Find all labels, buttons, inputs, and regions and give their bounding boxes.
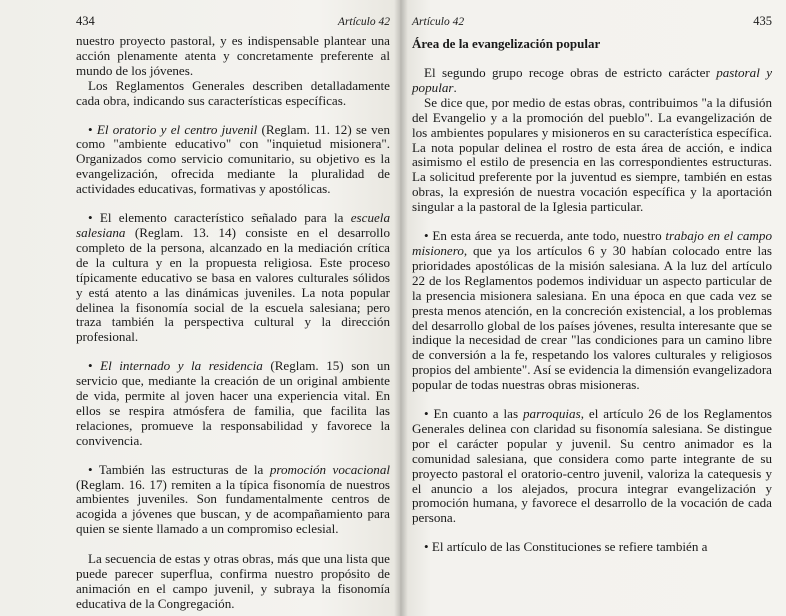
left-paragraph-2: Los Reglamentos Generales describen detalladamente cada obra, indicando sus características específicas.	[76, 77, 390, 108]
right-page-number: 435	[753, 14, 772, 28]
right-running-head	[412, 14, 772, 34]
right-bullet-misionero: • En esta área se recuerda, ante todo, nuestro trabajo en el campo misionero, que ya los artículos 6 y 30 habían colocado entre las prioridades apostólicas de la misión salesiana. A la luz del artículo 22 de los Reglamentos podemos individuar un aspecto particular de la presencia misionera salesiana. En una época en que cada vez se presta menos atención, en la concreción existencial, a los problemas del desarrollo global de los países jóvenes, resulta interesante que se indique la necesidad de crear "las condiciones para un camino libre de conversión a la fe, respetando los valores culturales y religiosos propios del ambiente". Así se evidencia la dimensión evangelizadora popular de todas nuestras obras misioneras.	[412, 228, 772, 393]
right-bullet-constituciones: • El artículo de las Constituciones se refiere también a	[424, 539, 708, 555]
left-running-head	[76, 14, 390, 34]
right-paragraph-1: El segundo grupo recoge obras de estricto carácter pastoral y popular.	[412, 65, 773, 95]
left-bullet-escuela: • El elemento característico señalado para la escuela salesiana (Reglam. 13. 14) consiste en el desarrollo completo de la persona, alcanzado en la mediación crítica de la cultura y en la propuesta religiosa. Este proceso típicamente educativo se basa en valores culturales sólidos y está atento a las dinámicas juveniles. La nota popular delinea la fisonomía social de la escuela salesiana; pero traza también la perspectiva cultural y la dirección profesional.	[76, 210, 390, 345]
right-paragraph-2: Se dice que, por medio de estas obras, contribuimos "a la difusión del Evangelio y a la promoción del pueblo". La evangelización de los ambientes populares y misioneros en su característica específica. La nota popular delinea el rostro de esta área de acción, e indica asimismo el estilo de presencia en las correspondientes estructuras. La solicitud preferente por la juventud es siempre, también en estas obras, la expresión de nuestra vocación específica y la aportación singular a la pastoral de la Iglesia particular.	[412, 94, 772, 215]
right-page	[400, 0, 786, 616]
right-running-title: Artículo 42	[412, 16, 465, 28]
left-paragraph-final: La secuencia de estas y otras obras, más que una lista que puede parecer superflua, confirma nuestro propósito de animación en el campo juvenil, y subraya la fisonomía educativa de la Congregación.	[76, 551, 390, 611]
left-bullet-oratorio: • El oratorio y el centro juvenil (Reglam. 11. 12) se ven como "ambiente educativo" con "inquietud misionera". Organizados como servicio comunitario, su objetivo es la evangelización, ofrecida mediante la pluralidad de actividades educativas, formativas y apostólicas.	[76, 121, 391, 197]
left-bullet-internado: • El internado y la residencia (Reglam. 15) son un servicio que, mediante la creación de un original ambiente de vida, permite al joven hacer una experiencia vital. En ellos se respira atmósfera de familia, que facilita las relaciones, promueve la responsabilidad y favorece la convivencia.	[76, 358, 390, 448]
left-bullet-vocacional: • También las estructuras de la promoción vocacional (Reglam. 16. 17) remiten a la típica fisonomía de nuestros ambientes juveniles. Son fundamentalmente centros de acogida a jóvenes que buscan, y de acompañamiento para quien se siente llamado a un compromiso eclesial.	[76, 461, 391, 537]
left-paragraph-1: nuestro proyecto pastoral, y es indispensable plantear una acción plenamente atenta y concretamente preferente al mundo de los jóvenes.	[76, 33, 390, 78]
section-title: Área de la evangelización popular	[412, 36, 601, 51]
left-running-title: Artículo 42	[337, 16, 390, 28]
right-bullet-parroquias: • En cuanto a las parroquias, el artículo 26 de los Reglamentos Generales delinea con claridad su fisonomía salesiana. Se distingue por el carácter popular y juvenil. Su centro animador es la comunidad salesiana, que considera como parte integrante de su proyecto pastoral el oratorio-centro juvenil, valoriza la catequesis y el anuncio a los alejados, procura integrar evangelización y promoción humana, y favorece el desarrollo de la vocación de cada persona.	[412, 406, 772, 526]
left-page-number: 434	[76, 14, 95, 28]
